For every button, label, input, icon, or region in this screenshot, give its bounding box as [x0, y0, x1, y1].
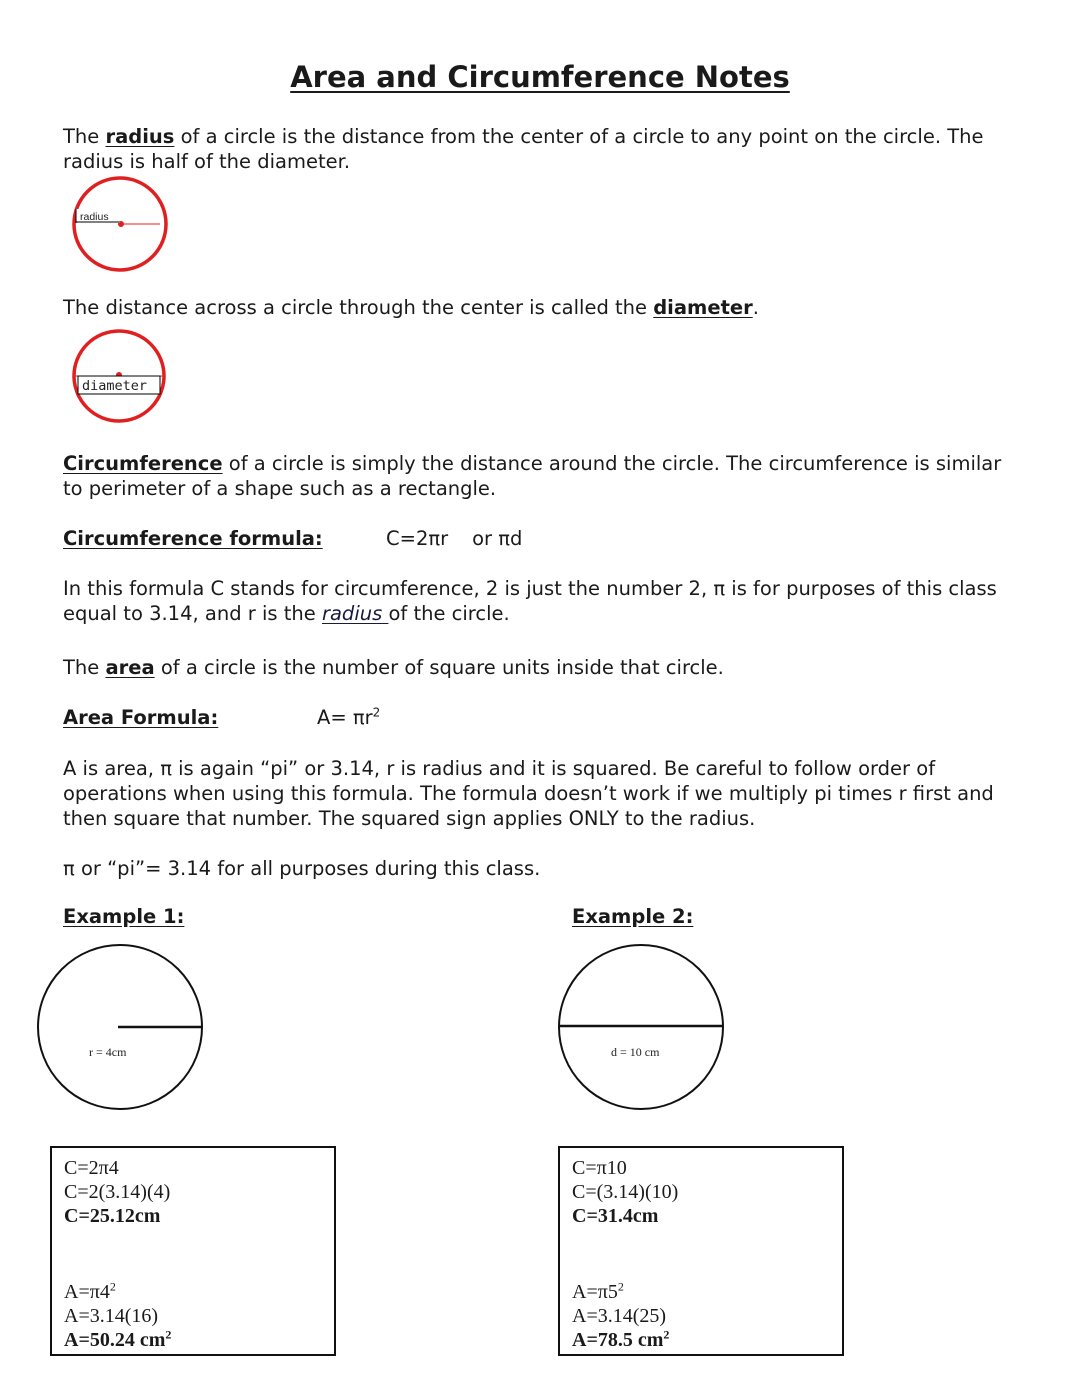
- example-1-work-box: [50, 1146, 336, 1356]
- circumference-paragraph: Circumference of a circle is simply the distance around the circle. The circumference is similar to perimeter of a shape such as a rectangle.: [63, 452, 1002, 500]
- diameter-fig-label: diameter: [82, 378, 148, 394]
- example-1-a2: A=3.14(16): [64, 1305, 159, 1327]
- area-formula: $A= \pi r^2$: [317, 705, 381, 729]
- example-2-a2: A=3.14(25): [572, 1305, 667, 1327]
- circumference-term: Circumference: [63, 452, 223, 475]
- example-1-c3: C=25.12cm: [64, 1205, 161, 1227]
- area-term: area: [105, 656, 155, 679]
- pi-note: π or “pi”= 3.14 for all purposes during this class.: [63, 857, 541, 880]
- example-1-a1: $A=\pi 4^2$: [64, 1279, 116, 1303]
- circumference-formula: C=2πr or πd: [386, 527, 523, 550]
- example-2-label: Example 2:: [572, 905, 694, 928]
- example-1-figure: [34, 944, 208, 1114]
- diameter-paragraph: The distance across a circle through the center is called the diameter.: [63, 296, 759, 319]
- example-1-fig-label: r = 4cm: [89, 1045, 127, 1059]
- example-2-c1: C=π10: [572, 1157, 627, 1179]
- radius-term-italic: radius: [321, 602, 389, 625]
- diameter-figure: [66, 328, 176, 428]
- example-1-a3: A=50.24 $cm^2$: [64, 1327, 172, 1351]
- radius-term: radius: [105, 125, 175, 148]
- diameter-term: diameter: [653, 296, 753, 319]
- area-formula-line: [63, 705, 1023, 730]
- radius-fig-label: radius: [80, 211, 109, 223]
- example-2-a3: A=78.5 $cm^2$: [572, 1327, 670, 1351]
- area-paragraph: The area of a circle is the number of square units inside that circle.: [63, 656, 724, 679]
- area-formula-label: Area Formula:: [63, 706, 219, 729]
- circumference-formula-label: Circumference formula:: [63, 527, 323, 550]
- radius-paragraph: The radius of a circle is the distance from the center of a circle to any point on the circle. The radius is half of the diameter.: [63, 125, 984, 173]
- example-2-c2: C=(3.14)(10): [572, 1181, 679, 1203]
- example-2-a1: $A=\pi 5^2$: [572, 1279, 624, 1303]
- formula-explanation: In this formula C stands for circumference, 2 is just the number 2, π is for purposes of this class equal to 3.14, and r is the radius of the circle.: [63, 577, 997, 625]
- example-2-fig-label: d = 10 cm: [611, 1045, 660, 1059]
- example-2-c3: C=31.4cm: [572, 1205, 659, 1227]
- radius-figure: [66, 174, 176, 274]
- example-2-figure: [555, 944, 729, 1114]
- example-1-c2: C=2(3.14)(4): [64, 1181, 171, 1203]
- example-2-work-box: [558, 1146, 844, 1356]
- example-1-label: Example 1:: [63, 905, 185, 928]
- page-title: Area and Circumference Notes: [290, 60, 790, 94]
- area-explanation: A is area, π is again “pi” or 3.14, r is radius and it is squared. Be careful to follow order of operations when using this formula. The formula doesn’t work if we multiply pi times r first and then square that number. The squared sign applies ONLY to the radius.: [63, 757, 994, 830]
- example-1-c1: C=2π4: [64, 1157, 119, 1179]
